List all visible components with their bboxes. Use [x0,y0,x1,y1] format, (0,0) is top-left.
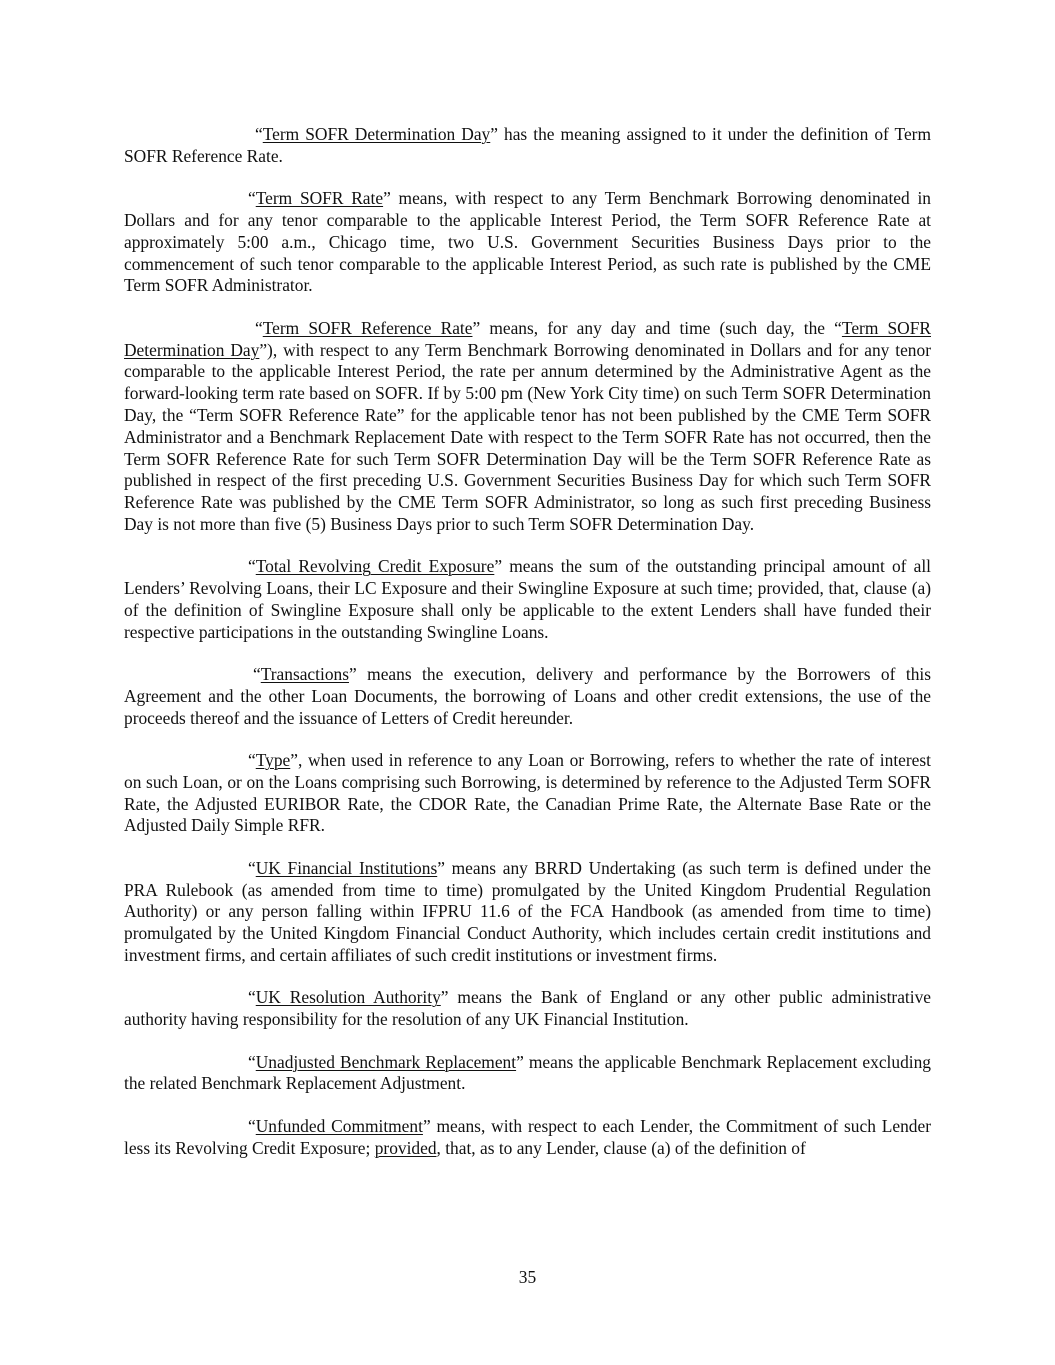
definition-paragraph [124,318,931,536]
paragraph-text: “ [248,1115,256,1136]
definition-paragraph [124,556,931,643]
paragraph-text: ”), with respect to any Term Benchmark Borrowing denominated in Dollars and for any tenor comparable to the applicable Interest Period, the rate per annum determined by the Administrative Agent as the forward-looking term rate based on SOFR. If by 5:00 pm (New York City time) on such Term SOFR Determination Day, the “Term SOFR Reference Rate” for the applicable tenor has not been published by the CME Term SOFR Administrator and a Benchmark Replacement Date with respect to the Term SOFR Rate has not occurred, then the Term SOFR Reference Rate for such Term SOFR Determination Day will be the Term SOFR Reference Rate as published in respect of the first preceding U.S. Government Securities Business Day for which such Term SOFR Reference Rate was published by the CME Term SOFR Administrator, so long as such first preceding Business Day is not more than five (5) Business Days prior to such Term SOFR Determination Day. [124,339,931,534]
defined-term: Unfunded Commitment [255,1115,423,1136]
defined-term: Term SOFR Rate [255,188,384,209]
paragraph-text: ” means the execution, delivery and performance by the Borrowers of this Agreement and the other Loan Documents, the borrowing of Loans and other credit extensions, the use of the proceeds thereof and the issuance of Letters of Credit hereunder. [124,664,931,728]
definition-paragraph [124,1052,931,1096]
definition-paragraph [124,664,931,729]
defined-term: UK Resolution Authority [255,987,441,1008]
paragraph-text: ” means the Bank of England or any other public administrative authority having responsibility for the resolution of any UK Financial Institution. [124,987,931,1030]
paragraph-text: ” means any BRRD Undertaking (as such term is defined under the PRA Rulebook (as amended from time to time) promulgated by the United Kingdom Prudential Regulation Authority) or any person falling within IFPRU 11.6 of the FCA Handbook (as amended from time to time) promulgated by the United Kingdom Financial Conduct Authority, which includes certain credit institutions and investment firms, and certain affiliates of such credit institutions or investment firms. [124,857,931,966]
definition-paragraph [124,1116,931,1160]
definition-paragraph [124,987,931,1031]
page-number: 35 [518,1267,537,1287]
paragraph-text: “ [248,1051,256,1072]
document-body [124,124,931,1180]
paragraph-text: “ [253,664,261,685]
defined-term: UK Financial Institutions [255,857,438,878]
defined-term: Term SOFR Reference Rate [262,317,473,338]
defined-term: Transactions [260,664,349,685]
paragraph-text: ” means the sum of the outstanding principal amount of all Lenders’ Revolving Loans, their LC Exposure and their Swingline Exposure at such time; provided, that, clause (a) of the definition of Swingline Exposure shall only be applicable to the extent Lenders shall have funded their respective participations in the outstanding Swingline Loans. [124,556,931,642]
defined-term: Type [255,750,291,771]
defined-term: Total Revolving Credit Exposure [255,556,495,577]
definition-paragraph [124,188,931,297]
definition-paragraph [124,750,931,837]
paragraph-text: “ [255,124,263,144]
defined-term: Term SOFR Determination Day [124,317,931,360]
paragraph-text: , that, as to any Lender, clause (a) of the definition of [436,1137,806,1158]
paragraph-text: ” means the applicable Benchmark Replacement excluding the related Benchmark Replacement Adjustment. [124,1051,932,1094]
paragraph-text: “ [248,188,256,209]
paragraph-text: “ [248,556,256,577]
paragraph-text: “ [248,987,256,1008]
paragraph-text: ” means, with respect to each Lender, the Commitment of such Lender less its Revolving Credit Exposure; [124,1115,931,1158]
paragraph-text: ” means, for any day and time (such day, the “ [472,317,842,338]
definition-paragraph [124,858,931,967]
paragraph-text: “ [255,317,263,338]
paragraph-text: “ [248,750,256,771]
defined-term: Term SOFR Determination Day [262,124,491,144]
definition-paragraph [124,124,931,168]
paragraph-text: “ [248,857,256,878]
paragraph-text: ” means, with respect to any Term Benchmark Borrowing denominated in Dollars and for any tenor comparable to the applicable Interest Period, the Term SOFR Reference Rate at approximately 5:00 a.m., Chicago time, two U.S. Government Securities Business Days prior to the commencement of such tenor comparable to the applicable Interest Period, as such rate is published by the CME Term SOFR Administrator. [124,188,931,296]
defined-term: provided [374,1137,437,1158]
paragraph-text: ”, when used in reference to any Loan or Borrowing, refers to whether the rate of interest on such Loan, or on the Loans comprising such Borrowing, is determined by reference to the Adjusted Term SOFR Rate, the Adjusted EURIBOR Rate, the CDOR Rate, the Canadian Prime Rate, the Alternate Base Rate or the Adjusted Daily Simple RFR. [124,750,931,836]
defined-term: Unadjusted Benchmark Replacement [255,1051,517,1072]
paragraph-text: ” has the meaning assigned to it under the definition of Term SOFR Reference Rate. [124,124,931,166]
